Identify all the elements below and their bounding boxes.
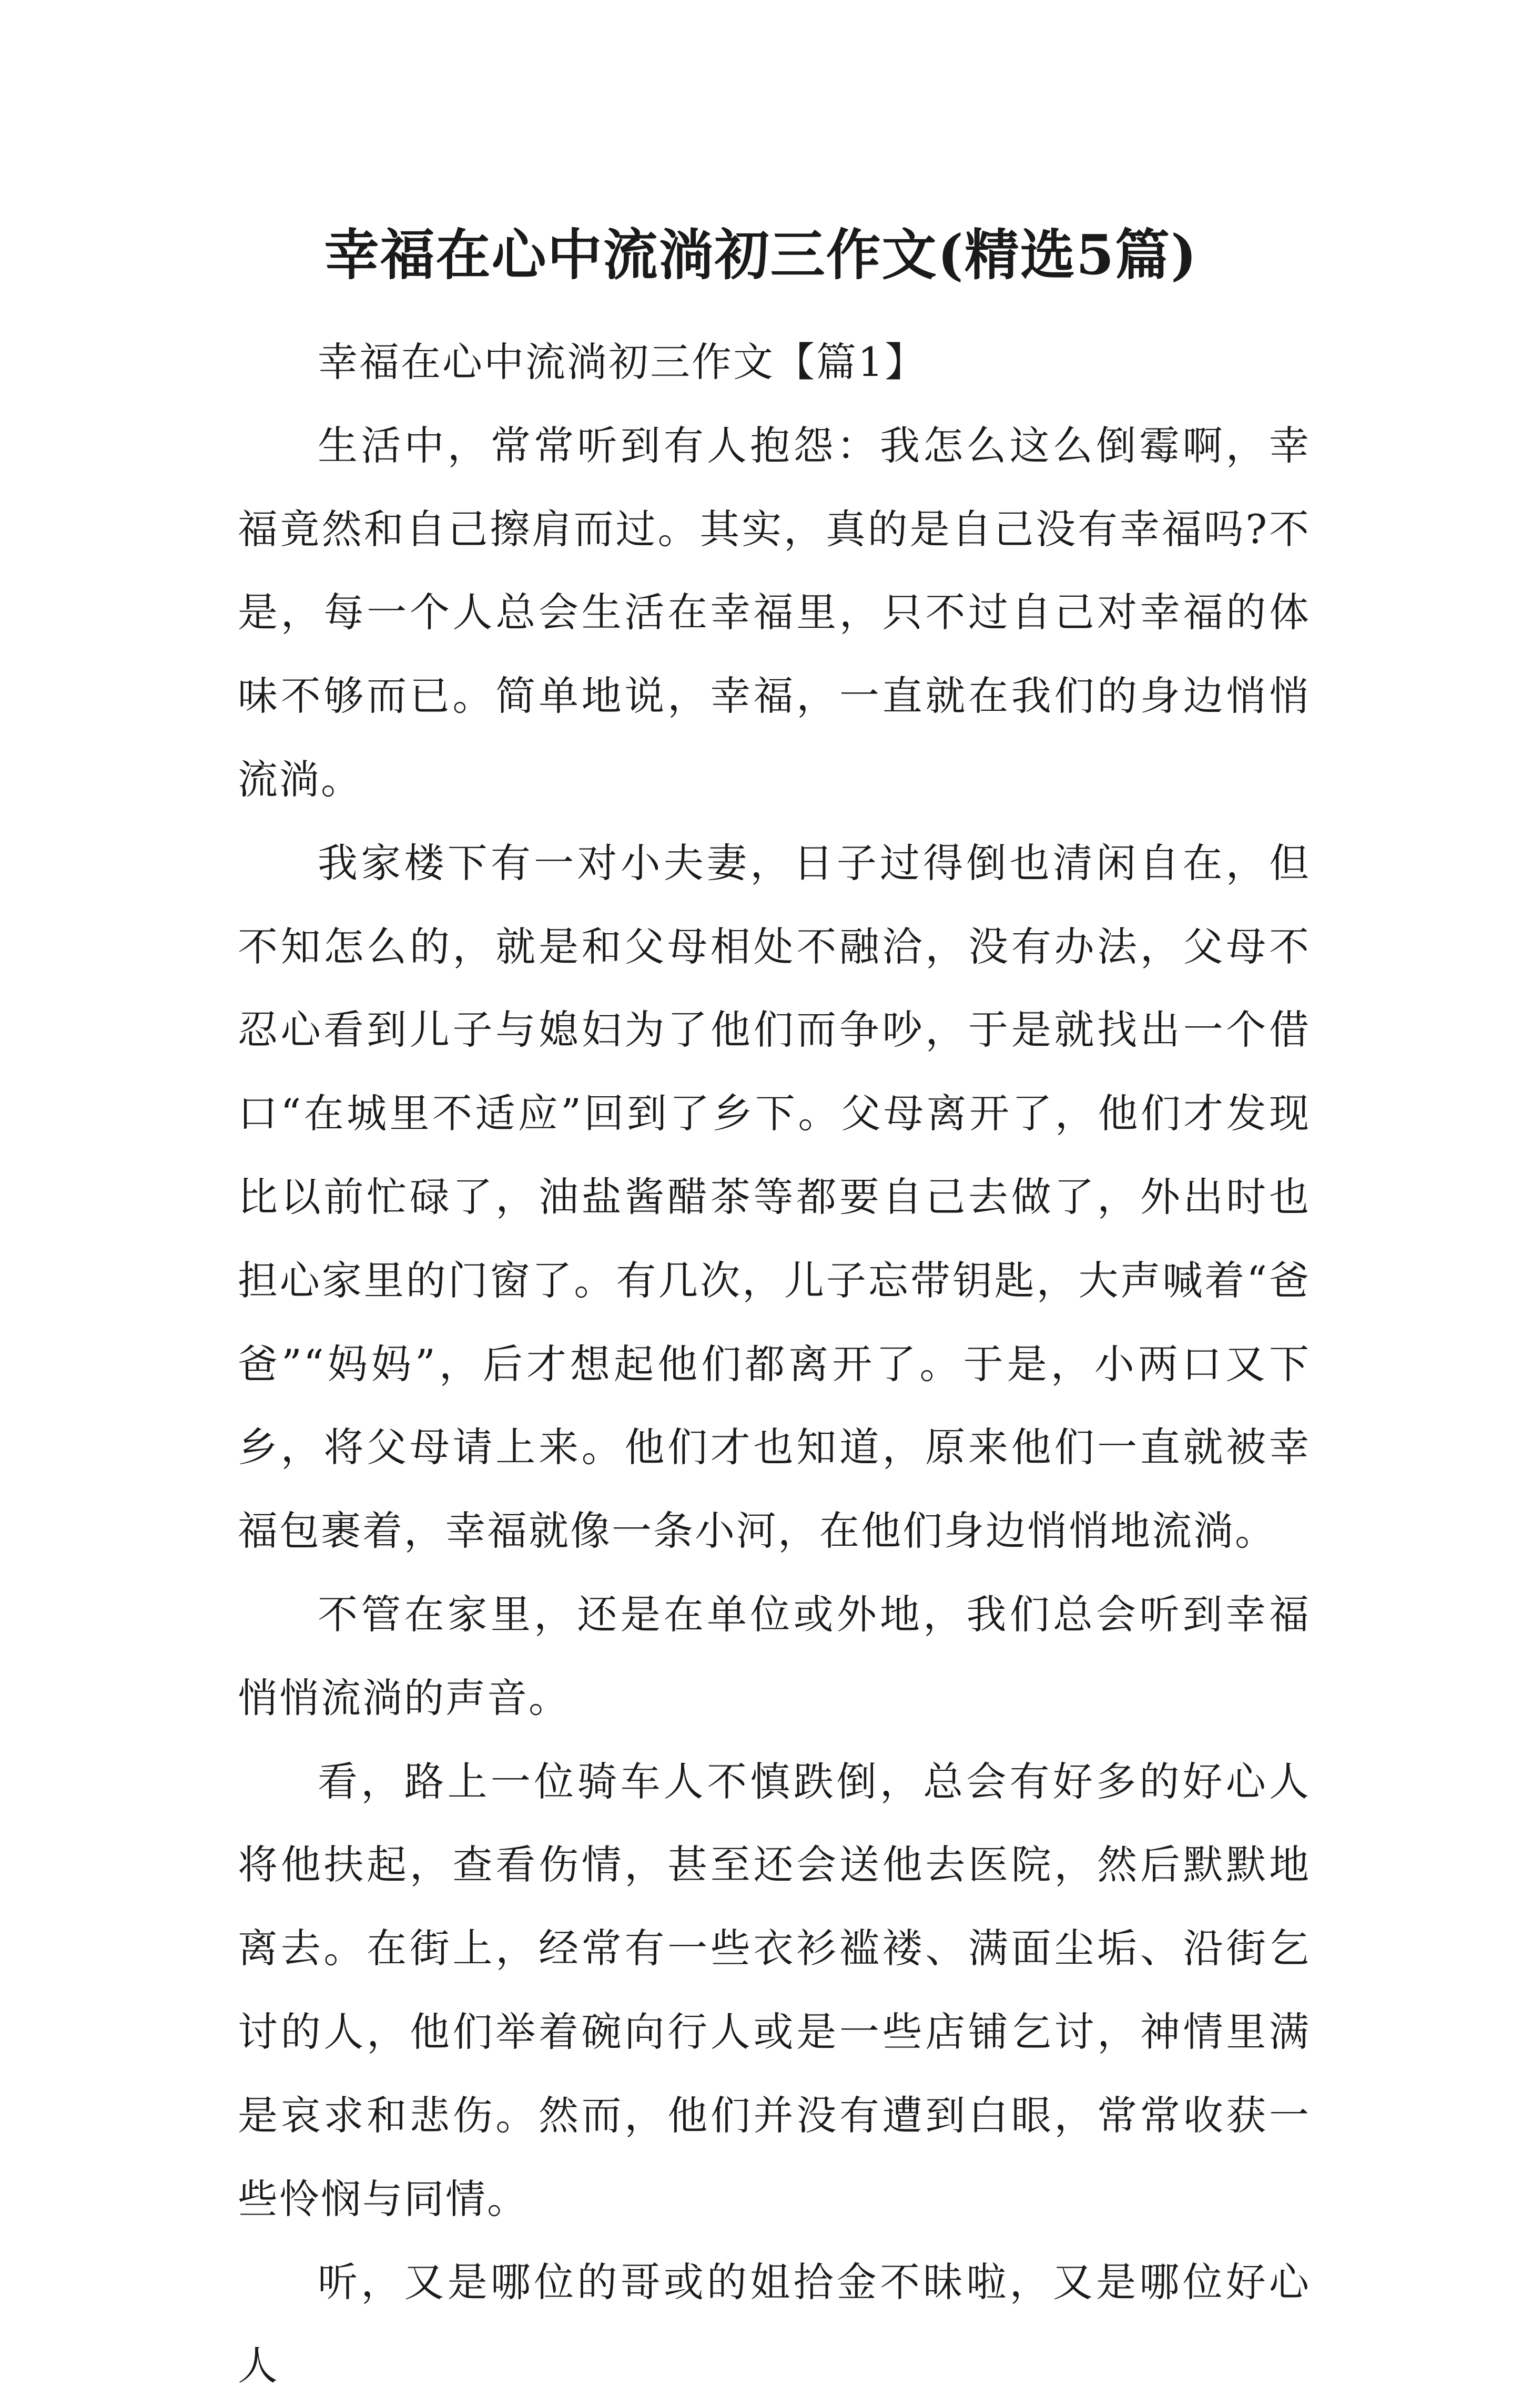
document-body	[238, 321, 1311, 2408]
paragraph: 看，路上一位骑车人不慎跌倒，总会有好多的好心人将他扶起，查看伤情，甚至还会送他去医院，然后默默地离去。在街上，经常有一些衣衫褴褛、满面尘垢、沿街乞讨的人，他们举着碗向行人或是一些店铺乞讨，神情里满是哀求和悲伤。然而，他们并没有遭到白眼，常常收获一些怜悯与同情。	[238, 1758, 1311, 2222]
document-title: 幸福在心中流淌初三作文(精选5篇)	[324, 222, 1198, 287]
section-heading: 幸福在心中流淌初三作文【篇1】	[318, 339, 927, 385]
paragraph: 生活中，常常听到有人抱怨：我怎么这么倒霉啊，幸福竟然和自己擦肩而过。其实，真的是自己没有幸福吗?不是，每一个人总会生活在幸福里，只不过自己对幸福的体味不够而已。简单地说，幸福，一直就在我们的身边悄悄流淌。	[238, 422, 1311, 803]
paragraph: 不管在家里，还是在单位或外地，我们总会听到幸福悄悄流淌的声音。	[238, 1590, 1311, 1721]
paragraph: 我家楼下有一对小夫妻，日子过得倒也清闲自在，但不知怎么的，就是和父母相处不融洽，没有办法，父母不忍心看到儿子与媳妇为了他们而争吵，于是就找出一个借口“在城里不适应”回到了乡下。父母离开了，他们才发现比以前忙碌了，油盐酱醋茶等都要自己去做了，外出时也担心家里的门窗了。有几次，儿子忘带钥匙，大声喊着“爸爸”“妈妈”，后才想起他们都离开了。于是，小两口又下乡，将父母请上来。他们才也知道，原来他们一直就被幸福包裹着，幸福就像一条小河，在他们身边悄悄地流淌。	[238, 839, 1311, 1555]
paragraph: 听，又是哪位的哥或的姐拾金不昧啦，又是哪位好心人	[238, 2259, 1311, 2390]
